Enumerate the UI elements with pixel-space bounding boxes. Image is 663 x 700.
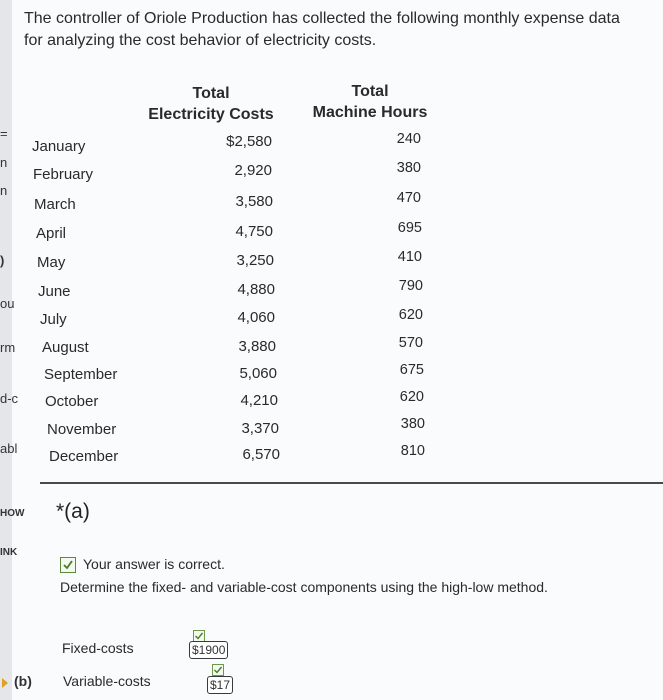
problem-intro: The controller of Oriole Production has collected the following monthly expense data for analyzing the cost behavior of electricity costs.: [24, 10, 620, 49]
cost-cell: 4,880: [237, 281, 275, 298]
cost-cell: 2,920: [234, 162, 272, 179]
edge-fragment: n: [0, 155, 8, 170]
hours-cell: 810: [400, 443, 425, 459]
edge-fragment: ou: [0, 296, 15, 311]
hours-cell: 790: [398, 278, 423, 294]
edge-fragment: n: [0, 183, 8, 198]
part-b-arrow-icon: [2, 678, 8, 688]
part-b-label[interactable]: (b): [14, 673, 32, 689]
hours-cell: 620: [398, 307, 423, 323]
edge-fragment: HOW: [0, 508, 25, 519]
cost-cell: 4,060: [237, 309, 275, 326]
hours-cell: 570: [398, 335, 423, 351]
edge-fragment: ): [0, 253, 5, 268]
cost-cell: 3,880: [238, 338, 276, 355]
month-cell: June: [38, 283, 71, 300]
month-cell: November: [47, 421, 117, 438]
edge-fragment: d-c: [0, 391, 19, 406]
hours-cell: 620: [399, 389, 424, 405]
month-cell: October: [45, 393, 99, 410]
month-cell: May: [37, 254, 66, 271]
header-costs-line1: Total: [192, 85, 230, 102]
instruction-text: Determine the fixed- and variable-cost components using the high-low method.: [60, 579, 548, 595]
month-cell: February: [33, 166, 94, 183]
month-cell: March: [34, 196, 76, 213]
variable-costs-label: Variable-costs: [63, 673, 151, 689]
month-cell: December: [49, 448, 119, 465]
cost-cell: $2,580: [226, 133, 272, 150]
month-cell: July: [40, 311, 67, 328]
edge-fragment: =: [0, 126, 8, 141]
header-costs-line2: Electricity Costs: [148, 106, 274, 123]
hours-cell: 675: [399, 362, 424, 378]
variable-check-icon: [212, 664, 224, 676]
hours-cell: 695: [397, 220, 422, 236]
hours-cell: 380: [400, 416, 425, 432]
fixed-costs-input[interactable]: $1900: [189, 641, 228, 659]
hours-cell: 410: [397, 249, 422, 265]
header-hours-line1: Total: [351, 83, 389, 100]
header-costs: [136, 83, 286, 125]
variable-costs-input[interactable]: $17: [207, 676, 233, 694]
month-cell: August: [42, 339, 89, 356]
header-hours: [300, 81, 440, 123]
part-a-label: *(a): [56, 500, 90, 523]
cost-cell: 3,250: [236, 252, 274, 269]
cost-cell: 4,750: [235, 223, 273, 240]
month-cell: April: [36, 225, 67, 242]
cost-cell: 6,570: [242, 446, 280, 463]
hours-cell: 380: [396, 160, 421, 176]
fixed-costs-label: Fixed-costs: [62, 640, 134, 656]
answer-status: Your answer is correct.: [83, 556, 225, 572]
hours-cell: 470: [396, 190, 421, 206]
cost-cell: 4,210: [240, 392, 278, 409]
header-hours-line2: Machine Hours: [312, 104, 428, 121]
cost-cell: 5,060: [239, 365, 277, 382]
edge-fragment: INK: [0, 547, 18, 558]
month-cell: September: [44, 366, 118, 383]
hours-cell: 240: [396, 131, 421, 147]
cost-cell: 3,580: [235, 193, 273, 210]
edge-fragment: abl: [0, 441, 18, 456]
month-cell: January: [32, 138, 86, 155]
cost-cell: 3,370: [241, 420, 279, 437]
correct-check-icon: [60, 557, 76, 573]
edge-fragment: rm: [0, 340, 16, 355]
section-divider: [40, 482, 663, 484]
